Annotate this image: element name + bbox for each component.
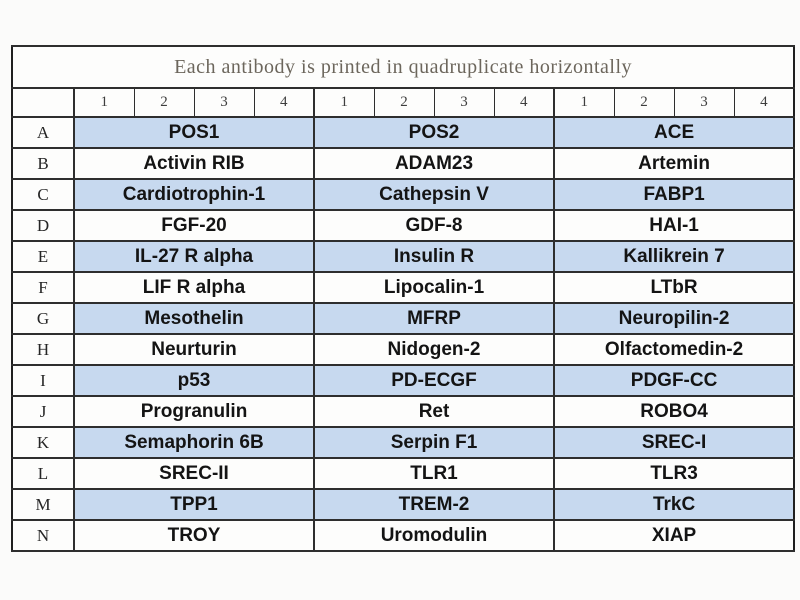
column-header-row bbox=[12, 88, 794, 117]
column-number: 1 bbox=[74, 88, 134, 117]
row-label: J bbox=[12, 396, 74, 427]
antibody-cell: Olfactomedin-2 bbox=[554, 334, 794, 365]
antibody-cell: TLR1 bbox=[314, 458, 554, 489]
table-row-L bbox=[12, 458, 794, 489]
row-label: I bbox=[12, 365, 74, 396]
table-row-A bbox=[12, 117, 794, 148]
column-number: 1 bbox=[554, 88, 614, 117]
antibody-cell: Semaphorin 6B bbox=[74, 427, 314, 458]
antibody-cell: POS1 bbox=[74, 117, 314, 148]
antibody-cell: Cardiotrophin-1 bbox=[74, 179, 314, 210]
table-row-B bbox=[12, 148, 794, 179]
antibody-cell: TrkC bbox=[554, 489, 794, 520]
antibody-cell: TROY bbox=[74, 520, 314, 551]
row-label: N bbox=[12, 520, 74, 551]
column-number: 2 bbox=[374, 88, 434, 117]
antibody-cell: p53 bbox=[74, 365, 314, 396]
antibody-cell: TLR3 bbox=[554, 458, 794, 489]
row-label: A bbox=[12, 117, 74, 148]
antibody-cell: Lipocalin-1 bbox=[314, 272, 554, 303]
antibody-cell: SREC-II bbox=[74, 458, 314, 489]
table-row-E bbox=[12, 241, 794, 272]
column-number: 4 bbox=[494, 88, 554, 117]
antibody-cell: ROBO4 bbox=[554, 396, 794, 427]
antibody-cell: Ret bbox=[314, 396, 554, 427]
table-row-I bbox=[12, 365, 794, 396]
table-row-N bbox=[12, 520, 794, 551]
row-label: D bbox=[12, 210, 74, 241]
antibody-cell: POS2 bbox=[314, 117, 554, 148]
antibody-cell: Artemin bbox=[554, 148, 794, 179]
column-number: 1 bbox=[314, 88, 374, 117]
antibody-cell: Neurturin bbox=[74, 334, 314, 365]
row-label: L bbox=[12, 458, 74, 489]
column-number: 4 bbox=[734, 88, 794, 117]
antibody-cell: Neuropilin-2 bbox=[554, 303, 794, 334]
antibody-cell: Insulin R bbox=[314, 241, 554, 272]
antibody-cell: SREC-I bbox=[554, 427, 794, 458]
antibody-cell: Serpin F1 bbox=[314, 427, 554, 458]
row-label: H bbox=[12, 334, 74, 365]
antibody-cell: PD-ECGF bbox=[314, 365, 554, 396]
row-label: K bbox=[12, 427, 74, 458]
antibody-cell: Nidogen-2 bbox=[314, 334, 554, 365]
antibody-cell: FGF-20 bbox=[74, 210, 314, 241]
column-number: 3 bbox=[434, 88, 494, 117]
table-row-H bbox=[12, 334, 794, 365]
column-number: 2 bbox=[134, 88, 194, 117]
table-title: Each antibody is printed in quadruplicate horizontally bbox=[12, 46, 794, 88]
antibody-cell: IL-27 R alpha bbox=[74, 241, 314, 272]
table-row-C bbox=[12, 179, 794, 210]
antibody-cell: PDGF-CC bbox=[554, 365, 794, 396]
antibody-cell: Mesothelin bbox=[74, 303, 314, 334]
antibody-cell: Kallikrein 7 bbox=[554, 241, 794, 272]
row-label: M bbox=[12, 489, 74, 520]
column-number: 2 bbox=[614, 88, 674, 117]
antibody-cell: GDF-8 bbox=[314, 210, 554, 241]
antibody-cell: XIAP bbox=[554, 520, 794, 551]
row-label: C bbox=[12, 179, 74, 210]
antibody-cell: FABP1 bbox=[554, 179, 794, 210]
row-label: B bbox=[12, 148, 74, 179]
table-row-M bbox=[12, 489, 794, 520]
table-row-G bbox=[12, 303, 794, 334]
antibody-cell: TPP1 bbox=[74, 489, 314, 520]
antibody-cell: TREM-2 bbox=[314, 489, 554, 520]
table-row-K bbox=[12, 427, 794, 458]
antibody-cell: ADAM23 bbox=[314, 148, 554, 179]
title-row bbox=[12, 46, 794, 88]
column-number: 3 bbox=[674, 88, 734, 117]
antibody-cell: Activin RIB bbox=[74, 148, 314, 179]
column-number: 4 bbox=[254, 88, 314, 117]
table-row-D bbox=[12, 210, 794, 241]
antibody-cell: ACE bbox=[554, 117, 794, 148]
row-label: G bbox=[12, 303, 74, 334]
antibody-cell: Uromodulin bbox=[314, 520, 554, 551]
antibody-array-table bbox=[11, 45, 795, 552]
antibody-cell: LIF R alpha bbox=[74, 272, 314, 303]
antibody-cell: LTbR bbox=[554, 272, 794, 303]
antibody-cell: HAI-1 bbox=[554, 210, 794, 241]
table-row-F bbox=[12, 272, 794, 303]
row-label: E bbox=[12, 241, 74, 272]
table-body bbox=[12, 117, 794, 551]
antibody-cell: Cathepsin V bbox=[314, 179, 554, 210]
row-label: F bbox=[12, 272, 74, 303]
corner-cell bbox=[12, 88, 74, 117]
column-number: 3 bbox=[194, 88, 254, 117]
antibody-cell: Progranulin bbox=[74, 396, 314, 427]
antibody-cell: MFRP bbox=[314, 303, 554, 334]
table-row-J bbox=[12, 396, 794, 427]
